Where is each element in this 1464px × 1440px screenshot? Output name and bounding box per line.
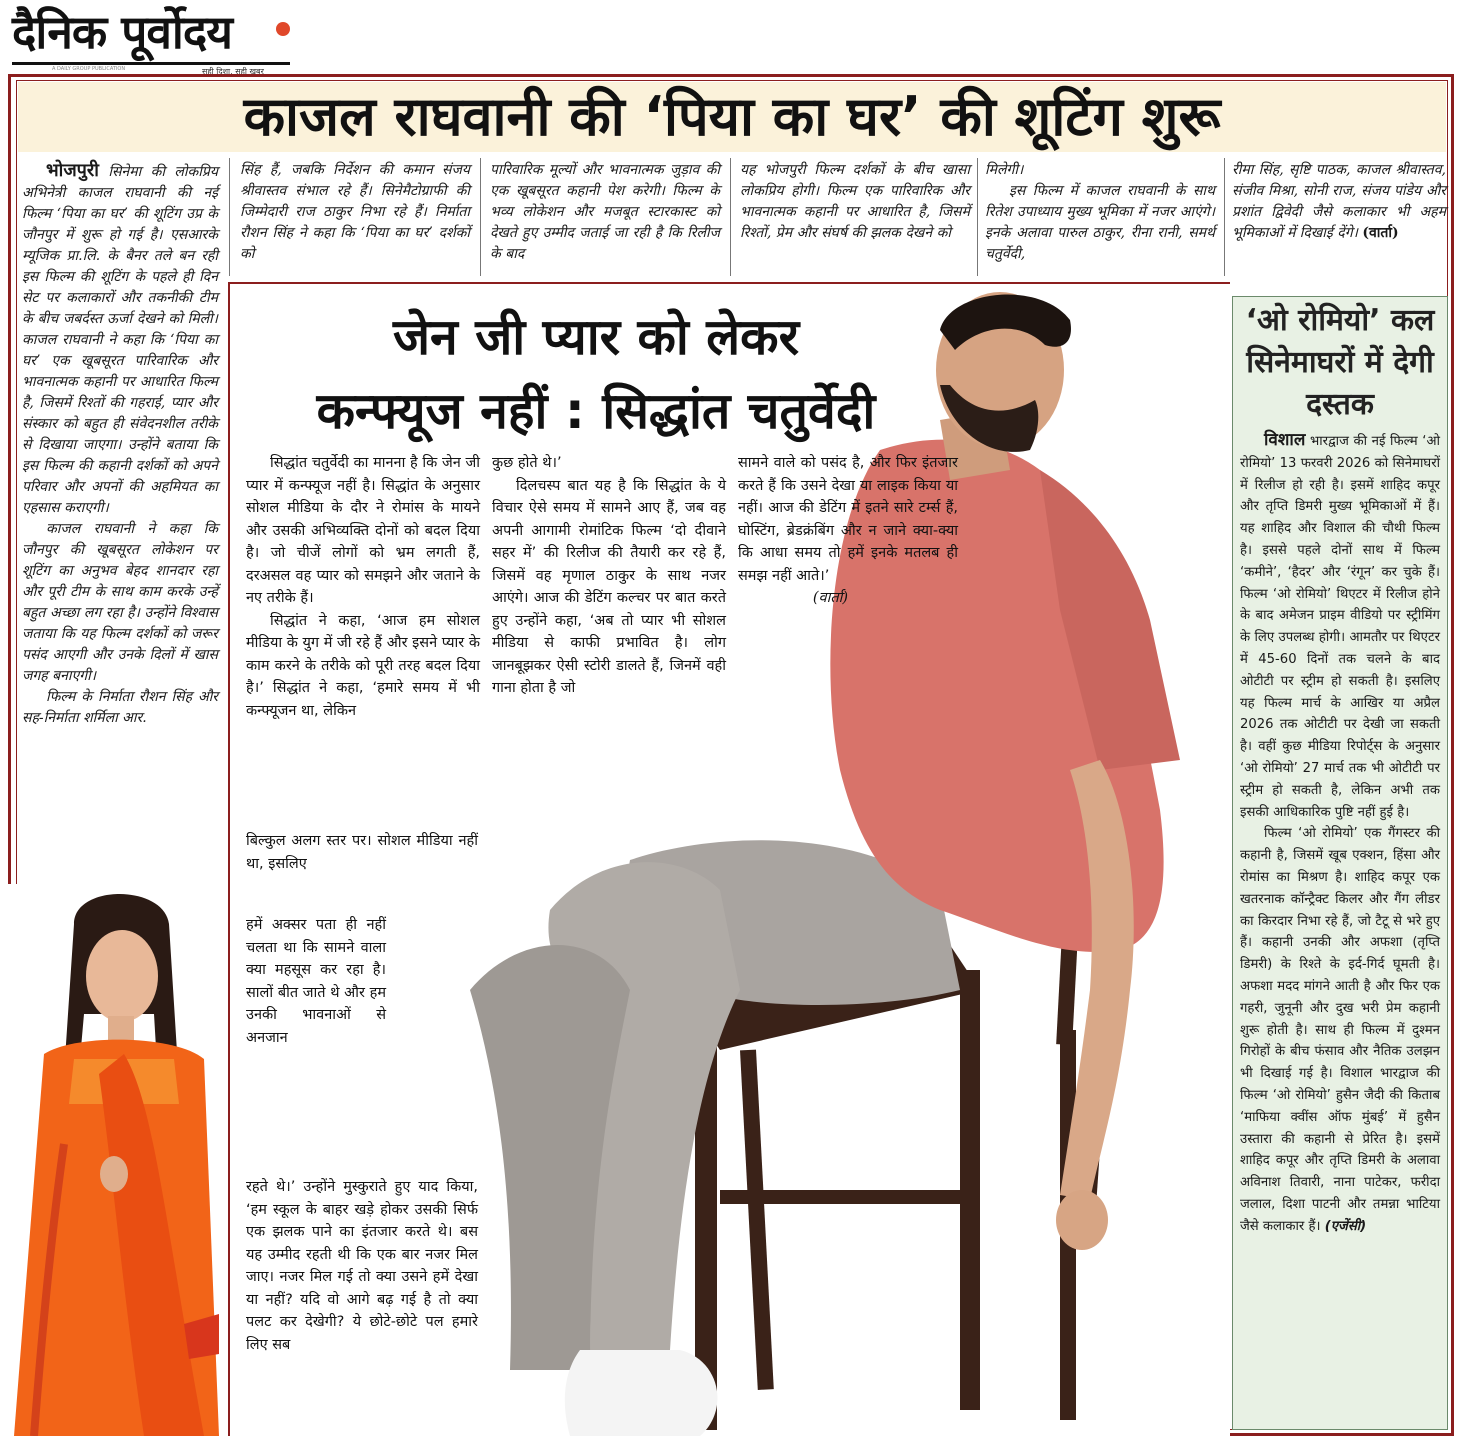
siddhant-column-1-bottom — [246, 1176, 478, 1436]
kajal-credit: (वार्ता) — [1362, 225, 1399, 241]
kajal-paragraph: पारिवारिक मूल्यों और भावनात्मक जुड़ाव की एक खूबसूरत कहानी पेश करेगी। फिल्म के भव्य लोकेशन और मजबूत स्टारकास्ट को देखते हुए उम्मीद जताई जा रही है कि रिलीज के बाद — [490, 162, 720, 262]
kajal-photo — [4, 884, 228, 1436]
siddhant-column-1-narrow — [246, 914, 386, 1176]
kajal-column-6 — [1232, 160, 1446, 272]
newspaper-logo: दैनिक पूर्वोदय — [12, 5, 232, 59]
romeo-paragraph: फिल्म ‘ओ रोमियो’ एक गैंगस्टर की कहानी है, जिसमें खूब एक्शन, हिंसा और रोमांस का मिश्रण है। शाहिद कपूर एक खतरनाक कॉन्ट्रैक्ट किलर और गैंग लीडर का किरदार निभा रहे हैं, जो टैटू से भरे हुए हैं। कहानी उनकी और अफशा (तृप्ति डिमरी) के रिश्ते के इर्द-गिर्द घूमती है। अफशा मदद मांगने आती है और फिर एक गहरी, जुनूनी और दुख भरी प्रेम कहानी शुरू होती है। साथ ही फिल्म में दुश्मन गिरोहों के बीच फंसाव और नैतिक उलझन भी दिखाई गई है। विशाल भारद्वाज की फिल्म ‘ओ रोमियो’ हुसैन जैदी की किताब ‘माफिया क्वींस ऑफ मुंबई’ में हुसैन उस्तारा की कहानी से प्रेरित है। इसमें शाहिद कपूर और तृप्ति डिमरी के अलावा अविनाश तिवारी, नाना पाटेकर, फरीदा जलाल, दिशा पाटनी और तमन्ना भाटिया जैसे कलाकार हैं। (एजेंसी) — [1240, 826, 1440, 1234]
siddhant-paragraph: सिद्धांत ने कहा, ‘आज हम सोशल मीडिया के युग में जी रहे हैं और इसने प्यार के काम करने के तरीके को पूरी तरह बदल दिया है।’ सिद्धांत ने कहा, ‘हमारे समय में भी कन्फ्यूजन था, लेकिन — [246, 612, 480, 719]
kajal-paragraph: फिल्म के निर्माता रौशन सिंह और सह-निर्माता शर्मिला आर. — [22, 689, 218, 726]
kajal-paragraph: यह भोजपुरी फिल्म दर्शकों के बीच खासा लोकप्रिय होगी। फिल्म एक पारिवारिक और भावनात्मक कहानी पर आधारित है, जिसमें रिश्तों, प्रेम और संघर्ष की झलक देखने को — [740, 162, 970, 241]
siddhant-column-2 — [492, 452, 726, 848]
kajal-lead-word: भोजपुरी — [46, 160, 99, 181]
masthead-rule — [12, 62, 290, 65]
romeo-body — [1240, 430, 1440, 1237]
kajal-column-5 — [985, 160, 1215, 272]
siddhant-credit: (वार्ता) — [812, 590, 848, 606]
column-rule — [1224, 158, 1225, 276]
kajal-paragraph: सिंह हैं, जबकि निर्देशन की कमान संजय श्रीवास्तव संभाल रहे हैं। सिनेमैटोग्राफी की जिम्मेदारी राज ठाकुर निभा रहे हैं। निर्माता रौशन सिंह ने कहा कि ‘पिया का घर’ दर्शकों को — [240, 162, 470, 262]
siddhant-paragraph: रहते थे।’ उन्होंने मुस्कुराते हुए याद किया, ‘हम स्कूल के बाहर खड़े होकर उसकी सिर्फ एक झलक पाने का इंतजार करते थे। बस यह उम्मीद रहती थी कि एक बार नजर मिल जाए। नजर मिल गई तो क्या उसने हमें देखा या नहीं? यदि वो आगे बढ़ गई है तो क्या पलट कर देखेगी? ये छोटे-छोटे पल हमारे लिए सब — [246, 1179, 478, 1353]
siddhant-paragraph: सामने वाले को पसंद है, और फिर इंतजार करते हैं कि उसने देखा या लाइक किया या नहीं। आज की डेटिंग में इतने सारे टर्म्स हैं, घोस्टिंग, ब्रेडक्रंबिंग और न जाने क्या-क्या कि आधा समय तो हमें इनके मतलब ही समझ नहीं आते।’ — [738, 455, 958, 584]
siddhant-headline-line-2: कन्फ्यूज नहीं : सिद्धांत चतुर्वेदी — [316, 382, 876, 440]
kajal-text: सिनेमा की लोकप्रिय अभिनेत्री काजल राघवानी की नई फिल्म ‘पिया का घर’ की शूटिंग उप्र के जौनपुर में शुरू हो गई है। एसआरके म्यूजिक प्रा.लि. के बैनर तले बन रही इस फिल्म की शूटिंग के पहले ही दिन सेट पर कलाकारों और तकनीकी टीम के बीच जबर्दस्त ऊर्जा देखने को मिली। काजल राघवानी ने कहा कि ‘पिया का घर’ एक खूबसूरत पारिवारिक और भावनात्मक कहानी पर आधारित फिल्म है, जिसमें रिश्तों की गहराई, प्यार और संस्कार को बहुत ही संवेदनशील तरीके से दिखाया जाएगा। उन्होंने बताया कि इस फिल्म की कहानी दर्शकों को अपने परिवार और अपनों की अहमियत का एहसास कराएगी। — [22, 164, 218, 516]
siddhant-paragraph: दिलचस्प बात यह है कि सिद्धांत के ये विचार ऐसे समय में सामने आए हैं, जब वह अपनी आगामी रोमांटिक फिल्म ‘दो दीवाने सहर में’ की रिलीज की तैयारी कर रहे हैं, जिसमें वह मृणाल ठाकुर के साथ नजर आएंगे। आज की डेटिंग कल्चर पर बात करते हुए उन्होंने कहा, ‘अब तो प्यार भी सोशल मीडिया से काफी प्रभावित है। लोग जानबूझकर ऐसी स्टोरी डालते हैं, जिनमें वही गाना होता है जो — [492, 477, 726, 696]
siddhant-column-1 — [246, 452, 480, 832]
column-rule — [730, 158, 731, 276]
kajal-column-1 — [22, 160, 218, 880]
siddhant-paragraph: हमें अक्सर पता ही नहीं चलता था कि सामने वाला क्या महसूस कर रहा है। सालों बीत जाते थे और हम उनकी भावनाओं से अनजान — [246, 917, 386, 1046]
siddhant-column-3 — [738, 452, 958, 758]
romeo-headline: ‘ओ रोमियो’ कल सिनेमाघरों में देगी दस्तक — [1245, 303, 1435, 422]
kajal-paragraph: इस फिल्म में काजल राघवानी के साथ रितेश उपाध्याय मुख्य भूमिका में नजर आएंगे। इनके अलावा पारुल ठाकुर, रीना रानी, समर्थ चतुर्वेदी, — [985, 183, 1215, 262]
siddhant-headline-line-1: जेन जी प्यार को लेकर — [392, 308, 800, 366]
column-rule — [480, 158, 481, 276]
masthead — [12, 5, 290, 76]
kajal-headline-band — [18, 82, 1446, 152]
siddhant-paragraph: सिद्धांत चतुर्वेदी का मानना है कि जेन जी प्यार में कन्फ्यूज नहीं है। सिद्धांत के अनुसार सोशल मीडिया के दौर ने रोमांस के मायने और उसकी अभिव्यक्ति दोनों को बदल दिया है। जो चीजें लोगों को भ्रम लगती हैं, दरअसल वह प्यार को समझने और जताने के नए तरीके हैं। — [246, 455, 480, 606]
siddhant-paragraph: बिल्कुल अलग स्तर पर। सोशल मीडिया नहीं था, इसलिए — [246, 833, 478, 872]
siddhant-column-1-continued — [246, 830, 478, 914]
romeo-credit: (एजेंसी) — [1324, 1218, 1367, 1234]
romeo-lead-word: विशाल — [1264, 430, 1306, 450]
column-rule — [977, 158, 978, 276]
column-rule — [229, 158, 230, 276]
kajal-paragraph — [22, 160, 218, 519]
masthead-small-text: A DAILY GROUP PUBLICATION — [52, 66, 126, 72]
kajal-column-4 — [740, 160, 970, 272]
kajal-paragraph: मिलेगी। — [985, 162, 1024, 178]
kajal-paragraph: काजल राघवानी ने कहा कि जौनपुर की खूबसूरत लोकेशन पर शूटिंग का अनुभव बेहद शानदार रहा और पूरी टीम के साथ काम करके उन्हें बहुत अच्छा लग रहा है। उन्होंने विश्वास जताया कि यह फिल्म दर्शकों को जरूर पसंद आएगी और उनके दिलों में खास जगह बनाएगी। — [22, 521, 218, 684]
masthead-tagline: सही दिशा, सही खबर — [202, 67, 264, 76]
kajal-paragraph: रीमा सिंह, सृष्टि पाठक, काजल श्रीवास्तव, संजीव मिश्रा, सोनी राज, संजय पांडेय और प्रशांत द्विवेदी जैसे कलाकार भी अहम भूमिकाओं में दिखाई देंगे। (वार्ता) — [1232, 162, 1446, 241]
siddhant-paragraph: कुछ होते थे।’ — [492, 455, 562, 471]
logo-dot — [276, 22, 290, 36]
romeo-paragraph: विशाल भारद्वाज की नई फिल्म ‘ओ रोमियो’ 13 फरवरी 2026 को सिनेमाघरों में रिलीज हो रही है। इसमें शाहिद कपूर और तृप्ति डिमरी मुख्य भूमिकाओं में हैं। यह शाहिद और विशाल की चौथी फिल्म है। इससे पहले दोनों साथ में फिल्म ‘कमीने’, ‘हैदर’ और ‘रंगून’ कर चुके हैं। फिल्म ‘ओ रोमियो’ थिएटर में रिलीज होने के बाद अमेजन प्राइम वीडियो पर स्ट्रीमिंग के लिए उपलब्ध होगी। आमतौर पर थिएटर में 45-60 दिनों तक चलने के बाद ओटीटी पर स्ट्रीम हो सकती है। इसलिए यह फिल्म मार्च के आखिर या अप्रैल 2026 तक ओटीटी पर देखी जा सकती है। वहीं कुछ मीडिया रिपोर्ट्स के अनुसार ‘ओ रोमियो’ 27 मार्च तक भी ओटीटी पर स्ट्रीम हो सकती है, लेकिन अभी तक इसकी आधिकारिक पुष्टि नहीं हुई है। — [1240, 430, 1440, 820]
kajal-column-2 — [240, 160, 470, 272]
kajal-column-3 — [490, 160, 720, 272]
siddhant-headline — [236, 300, 956, 448]
kajal-headline: काजल राघवानी की ‘पिया का घर’ की शूटिंग शुरू — [243, 85, 1221, 148]
